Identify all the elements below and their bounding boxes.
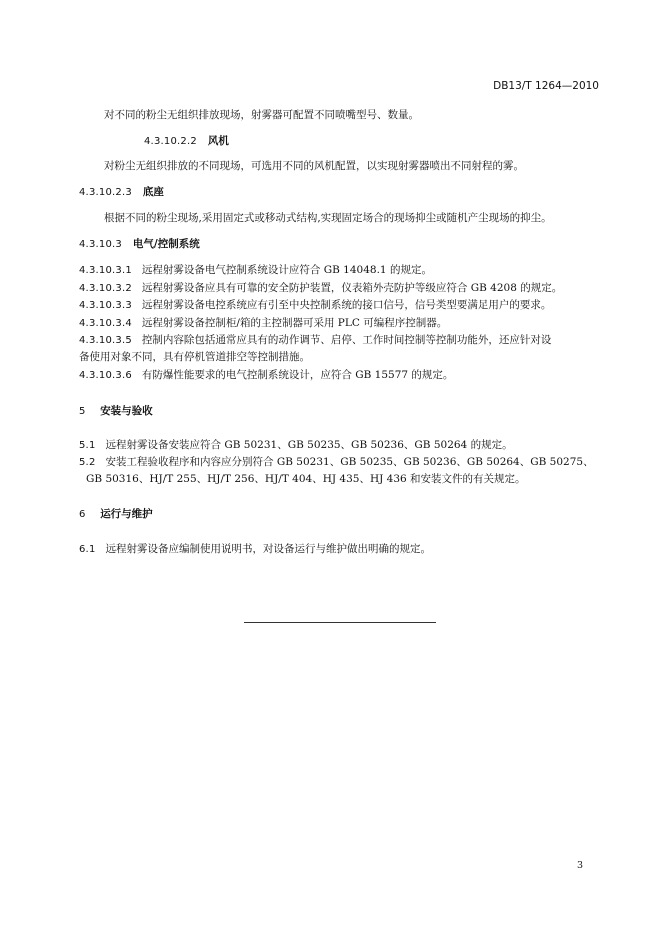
standard-code: DB13/T 1264—2010 <box>493 80 599 92</box>
clause-number: 4.3.10.3.3 <box>79 300 132 311</box>
clause-text: 远程射雾设备应编制使用说明书，对设备运行与维护做出明确的规定。 <box>105 543 432 555</box>
clause-number: 4.3.10.3.5 <box>79 335 132 346</box>
clause-text: 远程射雾设备控制柜/箱的主控制器可采用 PLC 可编程序控制器。 <box>141 317 448 329</box>
clause-number: 5.1 <box>79 440 96 451</box>
heading-number: 6 <box>79 509 86 520</box>
end-rule <box>244 622 436 623</box>
heading-title: 运行与维护 <box>100 508 153 520</box>
clause-number: 5.2 <box>79 457 96 468</box>
clause-4-3-10-3-4 <box>79 316 447 331</box>
clause-5-2 <box>79 455 594 470</box>
heading-title: 风机 <box>207 135 229 147</box>
page-number: 3 <box>576 860 583 871</box>
clause-number: 4.3.10.3.2 <box>79 283 132 294</box>
heading-4-3-10-3 <box>79 237 200 252</box>
clause-text: 远程射雾设备应具有可靠的安全防护装置，仪表箱外壳防护等级应符合 GB 4208 的规定。 <box>141 282 563 294</box>
heading-title: 安装与验收 <box>100 405 153 417</box>
clause-4-3-10-3-5-continuation: 备使用对象不同，具有停机管道排空等控制措施。 <box>79 351 310 363</box>
clause-text: 控制内容除包括通常应具有的动作调节、启停、工作时间控制等控制功能外，还应针对设 <box>141 334 552 346</box>
clause-text: 远程射雾设备电气控制系统设计应符合 GB 14048.1 的规定。 <box>141 264 432 276</box>
paragraph-base: 根据不同的粉尘现场,采用固定式或移动式结构,实现固定场合的现场抑尘或随机产尘现场的抑尘。 <box>104 212 552 224</box>
clause-6-1 <box>79 542 431 557</box>
clause-4-3-10-3-1 <box>79 263 432 278</box>
heading-title: 底座 <box>142 186 164 198</box>
paragraph-nozzle: 对不同的粉尘无组织排放现场，射雾器可配置不同喷嘴型号、数量。 <box>104 109 419 121</box>
paragraph-fan: 对粉尘无组织排放的不同现场，可选用不同的风机配置，以实现射雾器喷出不同射程的雾。 <box>104 160 524 172</box>
heading-number: 5 <box>79 406 86 417</box>
clause-4-3-10-3-3 <box>79 298 551 313</box>
heading-4-3-10-2-2 <box>144 134 229 149</box>
heading-section-6 <box>79 507 153 522</box>
heading-number: 4.3.10.2.3 <box>79 187 132 198</box>
heading-number: 4.3.10.2.2 <box>144 136 197 147</box>
clause-number: 4.3.10.3.4 <box>79 318 132 329</box>
clause-text: 远程射雾设备电控系统应有引至中央控制系统的接口信号，信号类型要满足用户的要求。 <box>141 299 552 311</box>
clause-number: 6.1 <box>79 544 96 555</box>
clause-text: 有防爆性能要求的电气控制系统设计，应符合 GB 15577 的规定。 <box>141 369 454 381</box>
clause-4-3-10-3-5 <box>79 333 551 348</box>
clause-4-3-10-3-6 <box>79 368 453 383</box>
heading-4-3-10-2-3 <box>79 185 164 200</box>
clause-5-2-continuation: GB 50316、HJ/T 255、HJ/T 256、HJ/T 404、HJ 435、HJ 436 和安装文件的有关规定。 <box>86 473 526 485</box>
clause-number: 4.3.10.3.1 <box>79 265 132 276</box>
heading-number: 4.3.10.3 <box>79 239 122 250</box>
clause-text: 远程射雾设备安装应符合 GB 50231、GB 50235、GB 50236、GB 50264 的规定。 <box>105 439 513 451</box>
heading-title: 电气/控制系统 <box>132 238 200 250</box>
clause-5-1 <box>79 438 513 453</box>
clause-number: 4.3.10.3.6 <box>79 370 132 381</box>
heading-section-5 <box>79 404 153 419</box>
clause-text: 安装工程验收程序和内容应分别符合 GB 50231、GB 50235、GB 50236、GB 50264、GB 50275、 <box>105 456 594 468</box>
clause-4-3-10-3-2 <box>79 281 562 296</box>
